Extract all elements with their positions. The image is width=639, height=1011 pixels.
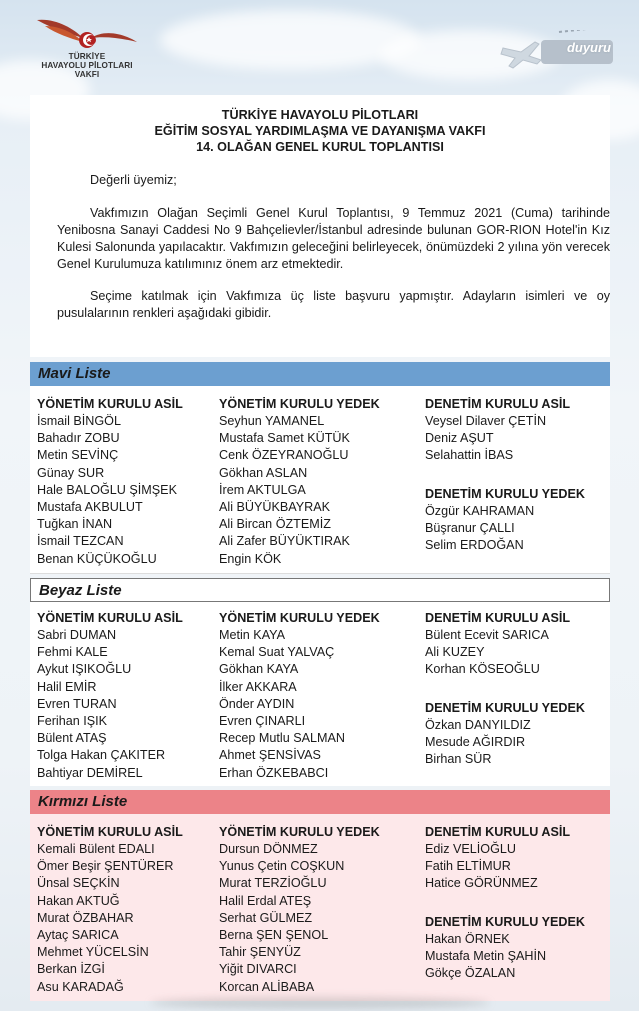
letter-paragraph-2: Seçime katılmak için Vakfımıza üç liste başvuru yapmıştır. Adayların isimleri ve oy pusulalarının renkleri aşağıdaki gibidir.	[57, 289, 610, 320]
announcement-letter	[30, 95, 610, 357]
column-header: DENETİM KURULU ASİL	[425, 611, 571, 625]
logo-text-line-1: TÜRKİYE	[68, 52, 106, 61]
list-header-beyaz: Beyaz Liste	[30, 578, 610, 602]
name-list	[425, 717, 585, 769]
candidate-name: Gökhan KAYA	[219, 662, 299, 677]
candidate-name: Metin SEVİNÇ	[37, 448, 119, 463]
candidate-name: Önder AYDIN	[219, 696, 295, 711]
candidate-name: Sabri DUMAN	[37, 628, 117, 642]
candidate-name: Mustafa AKBULUT	[37, 500, 143, 515]
candidate-name: Özgür KAHRAMAN	[425, 504, 535, 518]
column-denetim-yedek	[425, 486, 585, 555]
candidate-name: Kemali Bülent EDALI	[37, 842, 155, 856]
candidate-name: Yunus Çetin COŞKUN	[219, 859, 345, 874]
candidate-name: Mustafa Samet KÜTÜK	[219, 431, 350, 446]
candidate-name: Ömer Beşir ŞENTÜRER	[37, 859, 174, 874]
candidate-name: Halil EMİR	[37, 679, 97, 694]
column-denetim-yedek	[425, 914, 585, 983]
candidate-name: Korcan ALİBABA	[219, 979, 315, 994]
name-list	[425, 931, 585, 983]
candidate-name: Hakan AKTUĞ	[37, 893, 120, 908]
column-header: YÖNETİM KURULU YEDEK	[219, 397, 380, 411]
column-yonetim-yedek	[219, 396, 380, 568]
candidate-name: Murat TERZİOĞLU	[219, 876, 327, 891]
candidate-name: Mustafa Metin ŞAHİN	[425, 949, 547, 964]
candidate-name: Fatih ELTİMUR	[425, 859, 511, 874]
candidate-name: Hakan ÖRNEK	[425, 932, 510, 946]
candidate-name: Deniz AŞUT	[425, 431, 494, 446]
column-yonetim-yedek	[219, 610, 380, 782]
candidate-name: Mesude AĞIRDIR	[425, 735, 526, 750]
candidate-name: Yiğit DIVARCI	[219, 962, 297, 977]
candidate-name: Dursun DÖNMEZ	[219, 842, 318, 856]
candidate-name: Engin KÖK	[219, 551, 282, 566]
column-header: YÖNETİM KURULU ASİL	[37, 825, 183, 839]
candidate-name: Hatice GÖRÜNMEZ	[425, 876, 538, 891]
candidate-name: Ali KUZEY	[425, 645, 485, 660]
candidate-name: İlker AKKARA	[219, 679, 297, 694]
candidate-name: Serhat GÜLMEZ	[219, 910, 313, 925]
name-list	[37, 413, 183, 568]
candidate-name: Aykut IŞIKOĞLU	[37, 662, 132, 677]
announcement-label: duyuru	[566, 40, 611, 55]
letter-title-line-2: EĞİTİM SOSYAL YARDIMLAŞMA VE DAYANIŞMA VAKFI	[154, 124, 486, 138]
candidate-name: Büşranur ÇALLI	[425, 521, 515, 536]
candidate-name: Hale BALOĞLU ŞİMŞEK	[37, 482, 177, 497]
name-list	[37, 627, 183, 782]
foundation-logo	[32, 12, 142, 79]
candidate-name: Ünsal SEÇKİN	[37, 876, 120, 891]
column-yonetim-yedek	[219, 824, 380, 996]
candidate-name: Günay SUR	[37, 465, 105, 480]
name-list	[425, 413, 570, 465]
letter-title-line-3: 14. OLAĞAN GENEL KURUL TOPLANTISI	[196, 140, 444, 154]
candidate-name: Mehmet YÜCELSİN	[37, 945, 149, 960]
page-header	[0, 0, 639, 95]
name-list	[425, 627, 570, 679]
candidate-name: Ali Bircan ÖZTEMİZ	[219, 517, 331, 532]
list-body-mavi	[30, 386, 610, 574]
column-header: DENETİM KURULU YEDEK	[425, 487, 585, 501]
candidate-name: Selim ERDOĞAN	[425, 538, 524, 553]
candidate-name: Cenk ÖZEYRANOĞLU	[219, 448, 349, 463]
candidate-name: Özkan DANYILDIZ	[425, 718, 531, 732]
column-header: YÖNETİM KURULU YEDEK	[219, 611, 380, 625]
candidate-name: Fehmi KALE	[37, 645, 108, 660]
column-header: YÖNETİM KURULU YEDEK	[219, 825, 380, 839]
candidate-name: İrem AKTULGA	[219, 482, 306, 497]
candidate-name: Berna ŞEN ŞENOL	[219, 928, 329, 943]
column-denetim-asil	[425, 396, 570, 465]
column-header: DENETİM KURULU ASİL	[425, 397, 571, 411]
name-list	[219, 841, 380, 996]
candidate-name: İsmail TEZCAN	[37, 534, 124, 549]
candidate-name: Tuğkan İNAN	[37, 517, 113, 532]
name-list	[425, 503, 585, 555]
candidate-name: Birhan SÜR	[425, 752, 492, 767]
name-list	[425, 841, 570, 893]
column-header: YÖNETİM KURULU ASİL	[37, 397, 183, 411]
column-header: DENETİM KURULU ASİL	[425, 825, 571, 839]
candidate-name: Gökçe ÖZALAN	[425, 966, 516, 981]
candidate-name: Bahadır ZOBU	[37, 431, 120, 446]
candidate-name: Tolga Hakan ÇAKITER	[37, 748, 166, 763]
candidate-name: Bülent Ecevit SARICA	[425, 628, 549, 642]
logo-text-line-3: VAKFI	[74, 70, 100, 79]
name-list	[219, 413, 380, 568]
candidate-name: Tahir ŞENYÜZ	[219, 945, 301, 960]
candidate-name: Erhan ÖZKEBABCI	[219, 765, 329, 780]
list-body-beyaz	[30, 602, 610, 786]
candidate-name: Aytaç SARICA	[37, 928, 119, 943]
column-header: DENETİM KURULU YEDEK	[425, 701, 585, 715]
announcement-badge	[499, 30, 619, 70]
candidate-name: Berkan İZGİ	[37, 962, 105, 977]
candidate-name: Ali BÜYÜKBAYRAK	[219, 500, 331, 515]
letter-title-line-1: TÜRKİYE HAVAYOLU PİLOTLARI	[221, 108, 419, 122]
column-denetim-asil	[425, 824, 570, 893]
candidate-name: İsmail BİNGÖL	[37, 414, 121, 428]
candidate-name: Bahtiyar DEMİREL	[37, 765, 143, 780]
candidate-name: Veysel Dilaver ÇETİN	[425, 414, 547, 428]
candidate-name: Ediz VELİOĞLU	[425, 842, 516, 856]
candidate-name: Gökhan ASLAN	[219, 465, 308, 480]
candidate-name: Ahmet ŞENSİVAS	[219, 748, 321, 763]
wing-emblem-icon	[35, 12, 139, 52]
letter-greeting: Değerli üyemiz;	[90, 173, 177, 187]
candidate-name: Asu KARADAĞ	[37, 979, 124, 994]
list-header-mavi: Mavi Liste	[30, 362, 610, 386]
candidate-name: Ali Zafer BÜYÜKTIRAK	[219, 534, 350, 549]
logo-text-line-2: HAVAYOLU PİLOTLARI	[41, 61, 133, 70]
column-header: DENETİM KURULU YEDEK	[425, 915, 585, 929]
candidate-name: Murat ÖZBAHAR	[37, 910, 134, 925]
candidate-name: Selahattin İBAS	[425, 448, 514, 463]
list-body-kirmizi	[30, 814, 610, 1001]
candidate-name: Ferihan IŞIK	[37, 714, 107, 729]
candidate-name: Benan KÜÇÜKOĞLU	[37, 551, 157, 566]
column-denetim-asil	[425, 610, 570, 679]
letter-paragraph-1: Vakfımızın Olağan Seçimli Genel Kurul Toplantısı, 9 Temmuz 2021 (Cuma) tarihinde Yenibosna Sanayi Caddesi No 9 Bahçelievler/İstanbul adresinde bulunan GOR-RION Hotel'in Kız Kulesi Salonunda yapılacaktır. Vakfımızın geleceğini belirleyecek, önümüzdeki 2 yılına yön verecek Genel Kurulumuza katılımınız önem arz etmektedir.	[57, 206, 610, 271]
candidate-name: Recep Mutlu SALMAN	[219, 731, 345, 746]
column-denetim-yedek	[425, 700, 585, 769]
candidate-name: Korhan KÖSEOĞLU	[425, 662, 540, 677]
candidate-name: Kemal Suat YALVAÇ	[219, 645, 335, 660]
candidate-name: Bülent ATAŞ	[37, 731, 107, 746]
candidate-name: Evren TURAN	[37, 696, 117, 711]
column-yonetim-asil	[37, 396, 183, 568]
column-header: YÖNETİM KURULU ASİL	[37, 611, 183, 625]
column-yonetim-asil	[37, 610, 183, 782]
name-list	[219, 627, 380, 782]
name-list	[37, 841, 183, 996]
candidate-name: Metin KAYA	[219, 628, 286, 642]
candidate-name: Seyhun YAMANEL	[219, 414, 325, 428]
list-header-kirmizi: Kırmızı Liste	[30, 790, 610, 814]
candidate-name: Evren ÇINARLI	[219, 714, 306, 729]
column-yonetim-asil	[37, 824, 183, 996]
candidate-name: Halil Erdal ATEŞ	[219, 893, 312, 908]
page-shadow	[150, 997, 490, 1009]
